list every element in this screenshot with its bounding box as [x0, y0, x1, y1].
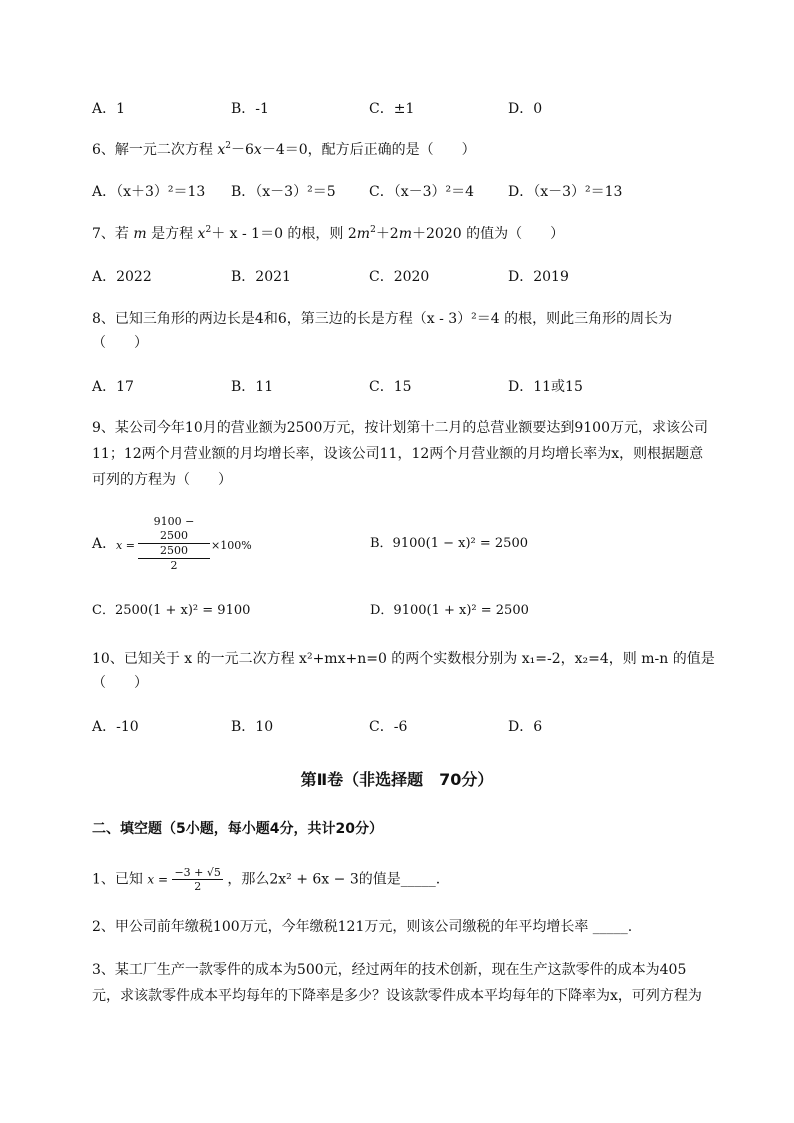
- q7-p5: ＋2020 的值为（ ）: [412, 226, 565, 242]
- q7-option-c: C．2020: [369, 269, 430, 285]
- q7-options: [92, 267, 732, 287]
- q5-option-a: A．1: [92, 101, 126, 117]
- q9-line2: 11；12两个月营业额的月均增长率，设该公司11，12两个月营业额的月均增长率为x，则根据题意: [92, 446, 704, 462]
- q9-line3: 可列的方程为（ ）: [92, 472, 232, 488]
- q6-eq-c: －6: [231, 142, 254, 158]
- fill-question-2: 2、甲公司前年缴税100万元，今年缴税121万元，则该公司缴税的年平均增长率 _____.: [92, 919, 633, 935]
- q9-a-den: 2: [138, 558, 210, 573]
- q8-option-a: A．17: [92, 379, 134, 395]
- f1-suffix: ，那么2x² + 6x − 3的值是_____.: [227, 871, 441, 888]
- q5-options: [92, 99, 732, 119]
- f1-den: 2: [194, 880, 202, 893]
- section-2-subtitle: 二、填空题（5小题，每小题4分，共计20分）: [92, 821, 383, 837]
- question-6: [92, 140, 476, 160]
- q8-options: [92, 377, 732, 397]
- q9-a-tail: ×100%: [211, 539, 252, 552]
- q10-option-c: C．-6: [369, 719, 408, 735]
- q6-prefix: 6、解一元二次方程: [92, 142, 218, 158]
- f1-num: −3 + √5: [174, 866, 221, 879]
- q9-option-b: B．9100(1 − x)² = 2500: [370, 536, 528, 551]
- q10-line1: 10、已知关于 x 的一元二次方程 x²+mx+n=0 的两个实数根分别为 x₁=-2，x₂=4，则 m-n 的值是: [92, 651, 715, 667]
- q7-sq: 2: [205, 225, 212, 235]
- q8-option-b: B．11: [231, 379, 274, 395]
- q5-option-c: C．±1: [369, 101, 415, 117]
- section-2-title: 第Ⅱ卷（非选择题 70分）: [300, 770, 494, 789]
- q7-p1: 7、若: [92, 226, 134, 242]
- q9-option-c: C．2500(1 + x)² = 9100: [92, 603, 251, 618]
- q9-a-num-top: 9100 − 2500: [138, 515, 210, 544]
- q7-option-d: D．2019: [508, 269, 569, 285]
- q9-line1: 9、某公司今年10月的营业额为2500万元，按计划第十二月的总营业额要达到9100万元，求该公司: [92, 420, 708, 436]
- q10-option-b: B．10: [231, 719, 274, 735]
- q6-options: [92, 182, 732, 202]
- q7-p2: 是方程: [146, 226, 198, 242]
- q5-option-b: B．-1: [231, 101, 269, 117]
- q8-line2: （ ）: [92, 335, 148, 351]
- question-7: [92, 224, 564, 244]
- fill-question-3-line2: 元，求该款零件成本平均每年的下降率是多少？设该款零件成本平均每年的下降率为x，可列方程为: [92, 988, 702, 1004]
- q6-var2: x: [253, 142, 262, 158]
- q9-a-label: A．: [92, 536, 117, 552]
- f1-prefix: 1、已知: [92, 871, 143, 888]
- q6-option-b: B．（x－3）²＝5: [231, 184, 336, 200]
- q7-m: m: [133, 226, 147, 242]
- q9-a-num-bot: 2500: [160, 544, 188, 557]
- q7-p3: ＋ x - 1＝0 的根，则 2: [211, 226, 357, 242]
- q6-var: x: [217, 142, 226, 158]
- q7-sq2: 2: [370, 225, 376, 235]
- q10-options: [92, 717, 732, 737]
- q10-option-d: D．6: [508, 719, 543, 735]
- q6-suffix: －4＝0，配方后正确的是（ ）: [261, 142, 476, 158]
- q10-line2: （ ）: [92, 675, 148, 691]
- q10-option-a: A．-10: [92, 719, 139, 735]
- q9-a-lhs: x =: [116, 539, 135, 552]
- q5-option-d: D．0: [508, 101, 543, 117]
- q8-option-c: C．15: [369, 379, 412, 395]
- q6-option-d: D．（x－3）²＝13: [508, 184, 623, 200]
- q9-option-d: D．9100(1 + x)² = 2500: [370, 603, 529, 618]
- f1-lhs: x =: [147, 872, 169, 887]
- q7-m2: m: [356, 226, 371, 242]
- q7-m3: m: [398, 226, 413, 242]
- q9-a-fraction: [138, 515, 210, 573]
- f1-fraction: [172, 866, 222, 893]
- q8-line1: 8、已知三角形的两边长是4和6，第三边的长是方程（x - 3）²＝4 的根，则此三角形的周长为: [92, 311, 673, 327]
- q7-option-a: A．2022: [92, 269, 152, 285]
- q7-option-b: B．2021: [231, 269, 291, 285]
- q6-option-a: A．（x＋3）²＝13: [92, 184, 206, 200]
- fill-question-1: [92, 866, 440, 893]
- q8-option-d: D．11或15: [508, 379, 583, 395]
- q7-p4: ＋2: [375, 226, 399, 242]
- q6-option-c: C．（x－3）²＝4: [369, 184, 475, 200]
- q7-x: x: [197, 226, 206, 242]
- q6-exp: 2: [225, 141, 231, 151]
- fill-question-3-line1: 3、某工厂生产一款零件的成本为500元，经过两年的技术创新，现在生产这款零件的成本为405: [92, 962, 687, 978]
